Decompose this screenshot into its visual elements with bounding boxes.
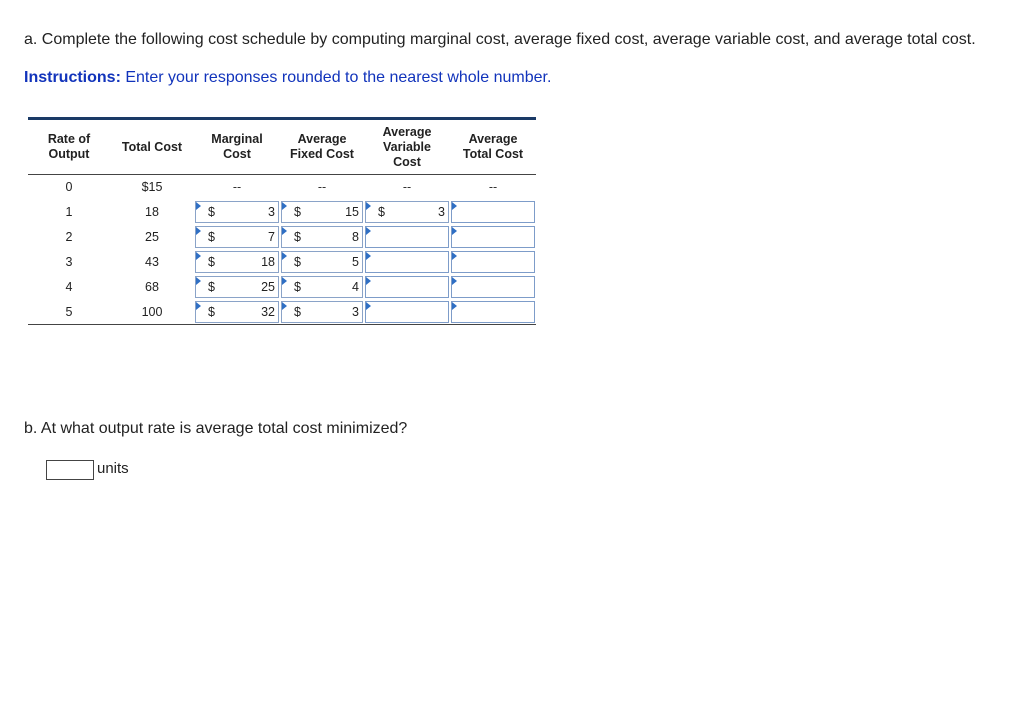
table-row xyxy=(28,175,536,200)
cell-marker-icon xyxy=(366,202,371,210)
header-average-fixed-cost: Average Fixed Cost xyxy=(280,119,364,175)
average-total-cost-cell xyxy=(450,250,536,275)
average-fixed-cost-value: 4 xyxy=(352,280,359,294)
header-marginal-cost: Marginal Cost xyxy=(194,119,280,175)
currency-symbol: $ xyxy=(208,255,215,269)
marginal-cost-value: 18 xyxy=(261,255,275,269)
average-variable-cost-input[interactable] xyxy=(365,251,449,273)
currency-symbol: $ xyxy=(208,280,215,294)
cell-marker-icon xyxy=(196,252,201,260)
output-cell: 3 xyxy=(65,255,73,269)
average-total-cost-cell xyxy=(450,200,536,225)
instructions-label: Instructions: xyxy=(24,69,121,86)
average-fixed-cost-cell xyxy=(280,300,364,325)
currency-symbol: $ xyxy=(208,205,215,219)
table-row xyxy=(28,225,536,250)
average-fixed-cost-cell xyxy=(280,250,364,275)
cell-marker-icon xyxy=(452,302,457,310)
average-variable-cost-cell xyxy=(364,275,450,300)
cell-marker-icon xyxy=(452,227,457,235)
currency-symbol: $ xyxy=(378,205,385,219)
average-total-cost-cell xyxy=(450,275,536,300)
marginal-cost-cell xyxy=(194,200,280,225)
cell-marker-icon xyxy=(196,227,201,235)
afc-dash: -- xyxy=(317,180,327,195)
average-total-cost-input[interactable] xyxy=(451,251,535,273)
average-variable-cost-value: 3 xyxy=(438,205,445,219)
total-cost-cell: 100 xyxy=(110,300,194,325)
average-fixed-cost-cell xyxy=(280,225,364,250)
average-total-cost-input[interactable] xyxy=(451,301,535,323)
marginal-cost-input[interactable] xyxy=(195,276,279,298)
currency-symbol: $ xyxy=(294,230,301,244)
units-label: units xyxy=(97,460,129,477)
marginal-cost-value: 32 xyxy=(261,304,275,319)
average-fixed-cost-input[interactable] xyxy=(281,226,363,248)
cell-marker-icon xyxy=(366,277,371,285)
marginal-cost-value: 3 xyxy=(268,205,275,219)
marginal-cost-dash: -- xyxy=(232,180,242,195)
output-cell: 5 xyxy=(28,300,110,325)
avc-dash: -- xyxy=(402,180,412,195)
currency-symbol: $ xyxy=(294,304,301,319)
header-average-total-cost: Average Total Cost xyxy=(450,119,536,175)
currency-symbol: $ xyxy=(294,280,301,294)
marginal-cost-cell xyxy=(194,275,280,300)
average-fixed-cost-value: 3 xyxy=(352,304,359,319)
output-cell: 1 xyxy=(65,205,73,219)
average-total-cost-cell xyxy=(450,300,536,325)
average-total-cost-input[interactable] xyxy=(451,276,535,298)
currency-symbol: $ xyxy=(294,205,301,219)
marginal-cost-cell xyxy=(194,250,280,275)
average-fixed-cost-input[interactable] xyxy=(281,301,363,323)
marginal-cost-cell xyxy=(194,300,280,325)
cell-marker-icon xyxy=(452,277,457,285)
instructions-text: Enter your responses rounded to the nearest whole number. xyxy=(125,69,552,86)
average-total-cost-input[interactable] xyxy=(451,226,535,248)
total-cost-cell: 68 xyxy=(145,280,159,294)
average-fixed-cost-value: 8 xyxy=(352,230,359,244)
average-variable-cost-input[interactable] xyxy=(365,276,449,298)
output-cell: 2 xyxy=(65,230,73,244)
average-total-cost-input[interactable] xyxy=(451,201,535,223)
total-cost-cell: 18 xyxy=(145,205,159,219)
output-cell: 4 xyxy=(65,280,73,294)
table-row xyxy=(28,275,536,300)
average-fixed-cost-input[interactable] xyxy=(281,251,363,273)
cell-marker-icon xyxy=(282,302,287,310)
currency-symbol: $ xyxy=(208,304,215,319)
table-row xyxy=(28,250,536,275)
header-average-variable-cost: Average Variable Cost xyxy=(364,119,450,175)
instructions xyxy=(24,69,551,87)
currency-symbol: $ xyxy=(208,230,215,244)
marginal-cost-value: 7 xyxy=(268,230,275,244)
table-row xyxy=(28,200,536,225)
header-row xyxy=(28,119,536,175)
cell-marker-icon xyxy=(282,227,287,235)
question-a-text: a. Complete the following cost schedule by computing marginal cost, average fixed cost, average variable cost, and average total cost. xyxy=(24,31,976,48)
marginal-cost-input[interactable] xyxy=(195,226,279,248)
average-variable-cost-input[interactable] xyxy=(365,201,449,223)
marginal-cost-input[interactable] xyxy=(195,201,279,223)
cost-schedule-table xyxy=(28,117,536,325)
average-variable-cost-input[interactable] xyxy=(365,226,449,248)
cell-marker-icon xyxy=(196,277,201,285)
total-cost-cell: 25 xyxy=(145,230,159,244)
average-variable-cost-cell xyxy=(364,300,450,325)
average-fixed-cost-cell xyxy=(280,275,364,300)
marginal-cost-cell xyxy=(194,225,280,250)
cell-marker-icon xyxy=(366,302,371,310)
average-fixed-cost-input[interactable] xyxy=(281,276,363,298)
output-rate-answer-input[interactable] xyxy=(46,460,94,480)
marginal-cost-value: 25 xyxy=(261,280,275,294)
output-cell: 0 xyxy=(65,180,73,195)
header-rate-of-output: Rate of Output xyxy=(28,119,110,175)
cell-marker-icon xyxy=(366,227,371,235)
cell-marker-icon xyxy=(196,202,201,210)
total-cost-cell: $15 xyxy=(141,180,163,195)
marginal-cost-input[interactable] xyxy=(195,251,279,273)
average-fixed-cost-value: 5 xyxy=(352,255,359,269)
average-fixed-cost-cell xyxy=(280,200,364,225)
average-fixed-cost-input[interactable] xyxy=(281,201,363,223)
atc-dash: -- xyxy=(488,180,498,195)
cell-marker-icon xyxy=(196,302,201,310)
header-total-cost: Total Cost xyxy=(110,119,194,175)
cell-marker-icon xyxy=(282,202,287,210)
average-variable-cost-input[interactable] xyxy=(365,301,449,323)
cell-marker-icon xyxy=(452,252,457,260)
question-b-text: b. At what output rate is average total cost minimized? xyxy=(24,420,408,437)
average-variable-cost-cell xyxy=(364,250,450,275)
currency-symbol: $ xyxy=(294,255,301,269)
cell-marker-icon xyxy=(282,277,287,285)
average-fixed-cost-value: 15 xyxy=(345,205,359,219)
average-variable-cost-cell xyxy=(364,225,450,250)
marginal-cost-input[interactable] xyxy=(195,301,279,323)
average-total-cost-cell xyxy=(450,225,536,250)
total-cost-cell: 43 xyxy=(145,255,159,269)
cell-marker-icon xyxy=(452,202,457,210)
average-variable-cost-cell xyxy=(364,200,450,225)
cell-marker-icon xyxy=(282,252,287,260)
table-row xyxy=(28,300,536,325)
cell-marker-icon xyxy=(366,252,371,260)
